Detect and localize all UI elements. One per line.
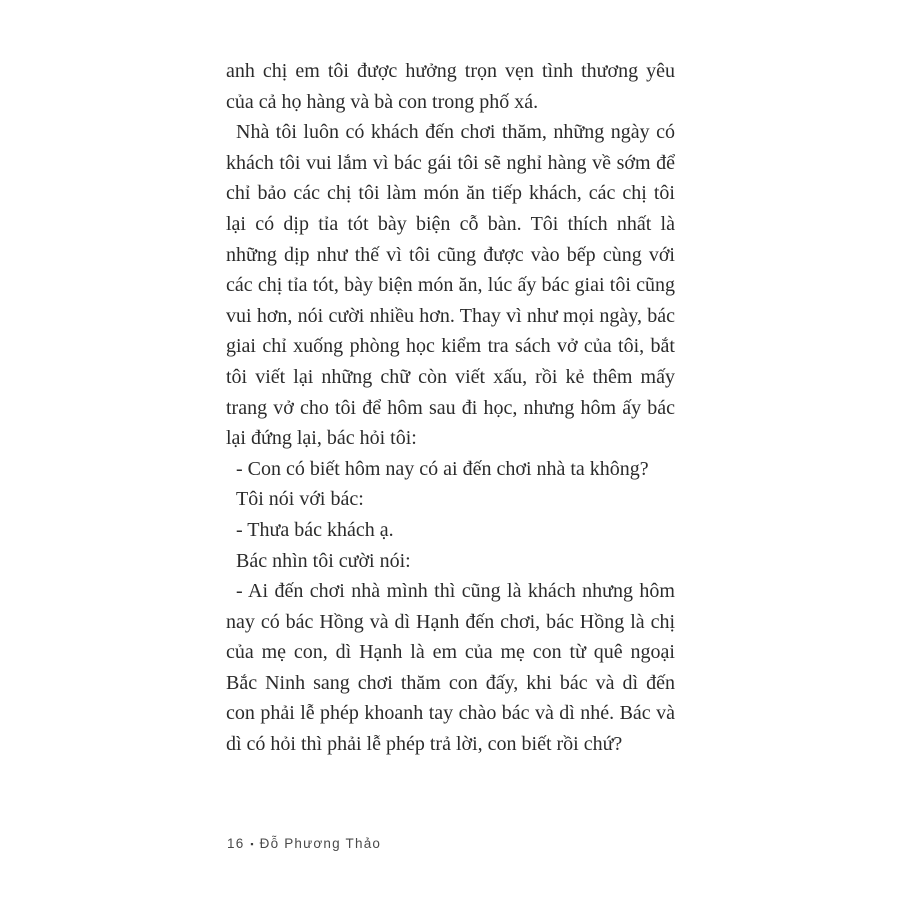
page-footer [227, 836, 381, 851]
paragraph-dialogue: - Con có biết hôm nay có ai đến chơi nhà ta không? [236, 457, 649, 480]
paragraph-body: Nhà tôi luôn có khách đến chơi thăm, những ngày có khách tôi vui lắm vì bác gái tôi sẽ nghỉ hàng về sớm để chỉ bảo các chị tôi làm món ăn tiếp khách, các chị tôi lại có dịp tỉa tót bày biện cỗ bàn. Tôi thích nhất là những dịp như thế vì tôi cũng được vào bếp cùng với các chị tỉa tót, bày biện món ăn, lúc ấy bác giai tôi cũng vui hơn, nói cười nhiều hơn. Thay vì như mọi ngày, bác giai chỉ xuống phòng học kiểm tra sách vở của tôi, bắt tôi viết lại những chữ còn viết xấu, rồi kẻ thêm mấy trang vở cho tôi để hôm sau đi học, nhưng hôm ấy bác lại đứng lại, bác hỏi tôi: [226, 121, 675, 450]
author-name: Đỗ Phương Thảo [259, 836, 382, 851]
paragraph-body: Bác nhìn tôi cười nói: [236, 549, 411, 572]
footer-separator-icon: ▪ [250, 839, 254, 849]
paragraph-body: Tôi nói với bác: [236, 488, 364, 511]
paragraph-continuation: anh chị em tôi được hưởng trọn vẹn tình thương yêu của cả họ hàng và bà con trong phố xá. [226, 60, 675, 113]
text-column [226, 56, 675, 760]
paragraph-dialogue: - Ai đến chơi nhà mình thì cũng là khách nhưng hôm nay có bác Hồng và dì Hạnh đến chơi, bác Hồng là chị của mẹ con, dì Hạnh là em của mẹ con từ quê ngoại Bắc Ninh sang chơi thăm con đấy, khi bác và dì đến con phải lễ phép khoanh tay chào bác và dì nhé. Bác và dì có hỏi thì phải lễ phép trả lời, con biết rồi chứ? [226, 580, 675, 756]
paragraph-dialogue: - Thưa bác khách ạ. [236, 518, 394, 541]
page-number: 16 [227, 836, 245, 851]
